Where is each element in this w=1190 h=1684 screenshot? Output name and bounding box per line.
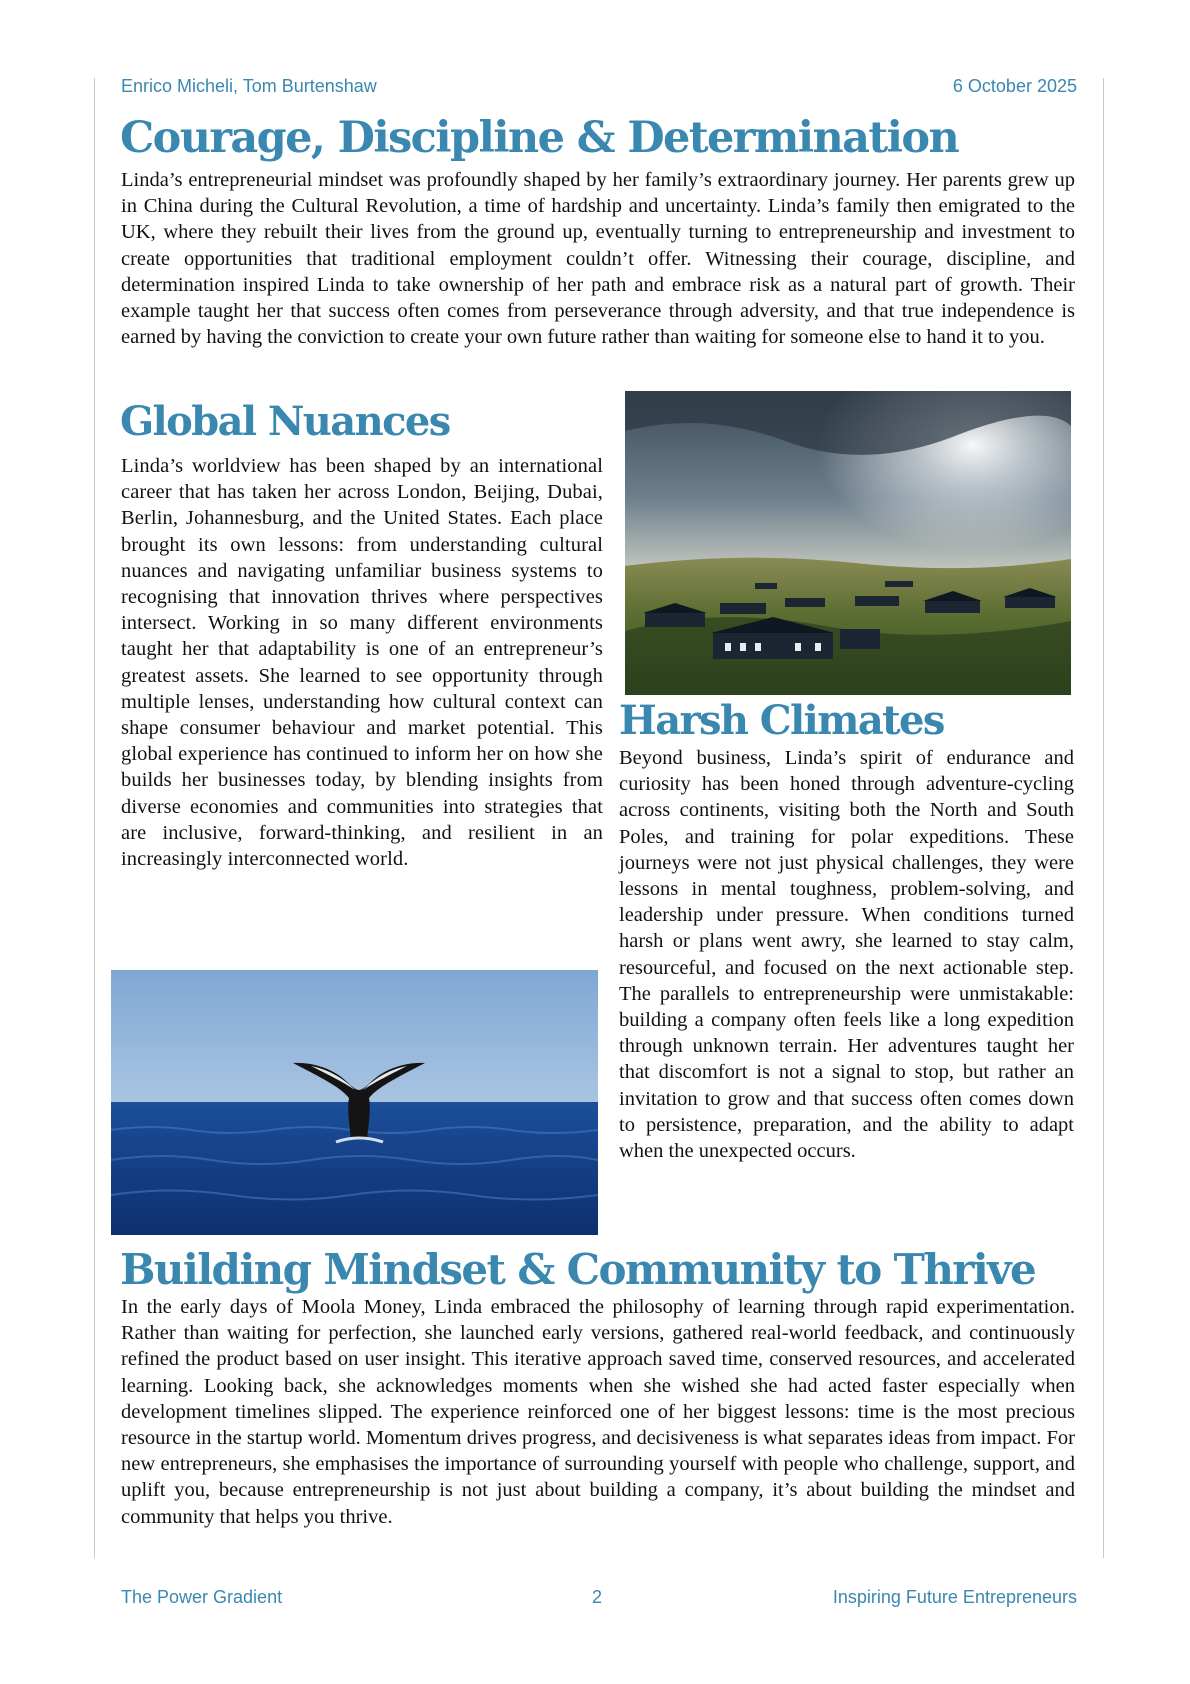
left-margin-rule bbox=[94, 78, 95, 1558]
section-title-building-mindset: Building Mindset & Community to Thrive bbox=[120, 1245, 1036, 1294]
section-title-global-nuances: Global Nuances bbox=[120, 398, 450, 445]
section-title-harsh-climates: Harsh Climates bbox=[619, 697, 944, 744]
header-authors: Enrico Micheli, Tom Burtenshaw bbox=[121, 76, 377, 96]
header-date: 6 October 2025 bbox=[952, 76, 1077, 96]
section-body-building-mindset: In the early days of Moola Money, Linda embraced the philosophy of learning through rapid experimentation. Rather than waiting for perfection, she launched early versions, gathered real-world feedback, and continuously refined the product based on user insight. This iterative approach saved time, conserved resources, and accelerated learning. Looking back, she acknowledges moments when she wished she had acted faster especially when development timelines slipped. The experience reinforced one of her biggest lessons: time is the most precious resource in the startup world. Momentum drives progress, and decisiveness is what separates ideas from impact. For new entrepreneurs, she emphasises the importance of surrounding yourself with people who challenge, support, and uplift you, because entrepreneurship is not just about building a company, it’s about building the mindset and community that helps you thrive. bbox=[121, 1296, 1075, 1528]
section-body-global-nuances: Linda’s worldview has been shaped by an international career that has taken her across London, Beijing, Dubai, Berlin, Johannesburg, and the United States. Each place brought its own lessons: from understanding cultural nuances and navigating unfamiliar business systems to recognising that innovation thrives where perspectives intersect. Working in so many different environments taught her that adaptability is one of an entrepreneur’s greatest assets. She learned to see opportunity through multiple lenses, understanding how cultural context can shape consumer behaviour and market potential. This global experience has continued to inform her on how she builds her businesses today, by blending insights from diverse economies and communities into strategies that are inclusive, forward-thinking, and resilient in an increasingly interconnected world. bbox=[121, 455, 603, 871]
footer-publication: The Power Gradient bbox=[121, 1587, 283, 1607]
footer-tagline: Inspiring Future Entrepreneurs bbox=[832, 1587, 1077, 1607]
whale-tail-photo bbox=[111, 970, 598, 1235]
section-title-courage: Courage, Discipline & Determination bbox=[120, 113, 959, 163]
section-body-courage: Linda’s entrepreneurial mindset was profoundly shaped by her family’s extraordinary journey. Her parents grew up in China during the Cultural Revolution, a time of hardship and uncertainty. Linda’s family then emigrated to the UK, where they rebuilt their lives from the ground up, eventually turning to entrepreneurship and investment to create opportunities that traditional employment couldn’t offer. Witnessing their courage, discipline, and determination inspired Linda to take ownership of her path and embrace risk as a natural part of growth. Their example taught her that success often comes from perseverance through adversity, and that true independence is earned by having the conviction to create your own future rather than waiting for someone else to hand it to you. bbox=[121, 169, 1075, 349]
section-body-harsh-climates: Beyond business, Linda’s spirit of endurance and curiosity has been honed through adventure-cycling across continents, visiting both the North and South Poles, and training for polar expeditions. These journeys were not just physical challenges, they were lessons in mental toughness, problem-solving, and leadership under pressure. When conditions turned harsh or plans went awry, she learned to stay calm, resourceful, and focused on the next actionable step. The parallels to entrepreneurship were unmistakable: building a company often feels like a long expedition through unknown terrain. Her adventures taught her that discomfort is not a signal to stop, but rather an invitation to grow and that success often comes down to persistence, preparation, and the ability to adapt when the unexpected occurs. bbox=[619, 747, 1074, 1163]
polar-village-photo bbox=[625, 391, 1071, 695]
right-margin-rule bbox=[1103, 78, 1104, 1558]
footer-page-number: 2 bbox=[592, 1587, 603, 1607]
